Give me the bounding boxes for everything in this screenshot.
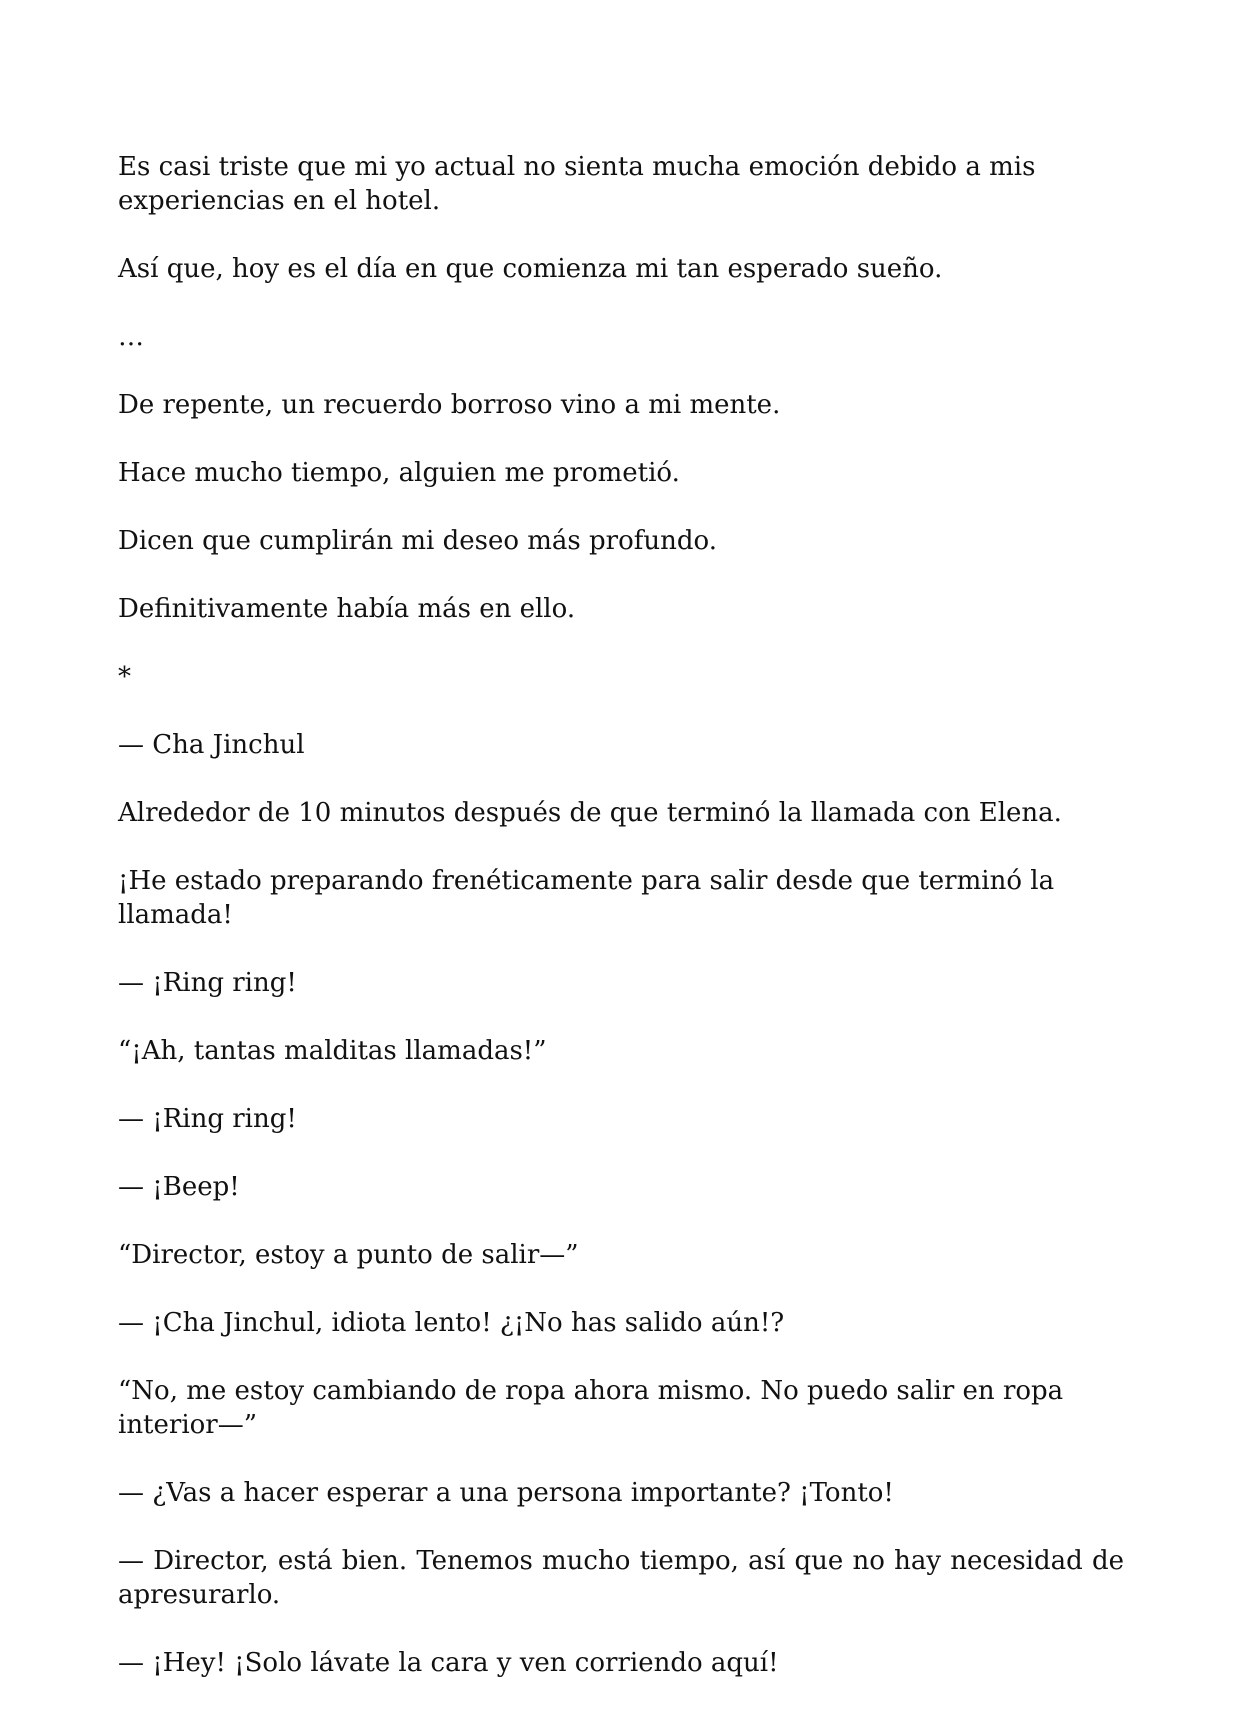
- body-text: [118, 150, 1124, 1714]
- dialogue-line: — ¿Vas a hacer esperar a una persona importante? ¡Tonto!: [118, 1478, 894, 1508]
- paragraph: Dicen que cumplirán mi deseo más profundo.: [118, 526, 717, 556]
- dialogue-line: — ¡Cha Jinchul, idiota lento! ¿¡No has salido aún!?: [118, 1308, 785, 1338]
- dialogue-line: — ¡Hey! ¡Solo lávate la cara y ven corriendo aquí!: [118, 1648, 779, 1678]
- dialogue-line: “Director, estoy a punto de salir—”: [118, 1240, 579, 1270]
- asterisk-separator: *: [118, 662, 131, 692]
- dialogue-line: — ¡Ring ring!: [118, 968, 297, 998]
- dialogue-line: “¡Ah, tantas malditas llamadas!”: [118, 1036, 547, 1066]
- paragraph: De repente, un recuerdo borroso vino a mi mente.: [118, 390, 781, 420]
- paragraph: Hace mucho tiempo, alguien me prometió.: [118, 458, 680, 488]
- paragraph: Así que, hoy es el día en que comienza mi tan esperado sueño.: [118, 254, 943, 284]
- paragraph: Es casi triste que mi yo actual no sienta mucha emoción debido a mis experiencias en el hotel.: [118, 152, 1036, 216]
- dialogue-line: — ¡Beep!: [118, 1172, 240, 1202]
- paragraph: Alrededor de 10 minutos después de que terminó la llamada con Elena.: [118, 798, 1062, 828]
- paragraph: Definitivamente había más en ello.: [118, 594, 576, 624]
- section-heading: — Cha Jinchul: [118, 730, 305, 760]
- ellipsis-separator: …: [118, 322, 144, 352]
- paragraph: ¡He estado preparando frenéticamente para salir desde que terminó la llamada!: [118, 866, 1055, 930]
- dialogue-line: “No, me estoy cambiando de ropa ahora mismo. No puedo salir en ropa interior—”: [118, 1376, 1064, 1440]
- dialogue-line: — ¡Ring ring!: [118, 1104, 297, 1134]
- dialogue-line: — Director, está bien. Tenemos mucho tiempo, así que no hay necesidad de apresurarlo.: [118, 1546, 1124, 1610]
